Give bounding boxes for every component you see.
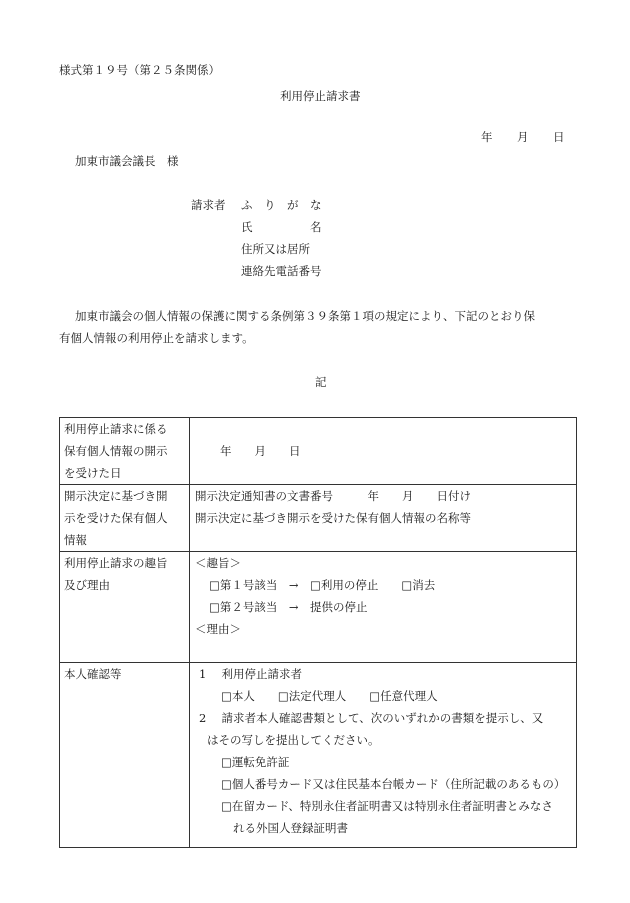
requester-address: 住所又は居所 bbox=[241, 242, 310, 256]
body-text-line1: 加東市議会の個人情報の保護に関する条例第３９条第１項の規定により、下記のとおり保 bbox=[75, 309, 535, 323]
requester-phone: 連絡先電話番号 bbox=[241, 264, 322, 278]
document-title: 利用停止請求書 bbox=[280, 89, 361, 103]
identity-item1-options: □本人 □法定代理人 □任意代理人 bbox=[221, 689, 438, 703]
table-row bbox=[60, 663, 577, 848]
body-text-line2: 有個人情報の利用停止を請求します。 bbox=[59, 331, 254, 345]
identity-doc-mynumber: □個人番号カード又は住民基本台帳カード（住所記載のあるもの） bbox=[221, 777, 566, 791]
row-value-purpose-reason bbox=[190, 552, 577, 663]
gist-option-1: □第１号該当 → □利用の停止 □消去 bbox=[209, 578, 436, 592]
identity-doc-license: □運転免許証 bbox=[221, 755, 290, 769]
date-line: 年 月 日 bbox=[481, 130, 565, 144]
identity-item1: 1 利用停止請求者 bbox=[199, 667, 302, 681]
identity-doc-residence-line1: □在留カード、特別永住者証明書又は特別永住者証明書とみなさ bbox=[221, 799, 553, 813]
request-table bbox=[59, 417, 577, 848]
identity-item2-line1: 2 請求者本人確認書類として、次のいずれかの書類を提示し、又 bbox=[199, 711, 544, 725]
identity-doc-residence-line2: れる外国人登録証明書 bbox=[233, 821, 348, 835]
disclosed-info-name: 開示決定に基づき開示を受けた保有個人情報の名称等 bbox=[195, 511, 471, 525]
row-value-identity bbox=[190, 663, 577, 848]
identity-item2-line2: はその写しを提出してください。 bbox=[207, 733, 380, 747]
row-label-disclosed-info: 開示決定に基づき開 示を受けた保有個人 情報 bbox=[60, 485, 190, 552]
row-label-disclosure-date: 利用停止請求に係る 保有個人情報の開示 を受けた日 bbox=[60, 418, 190, 485]
disclosure-date: 年 月 日 bbox=[220, 444, 301, 458]
gist-heading: ＜趣旨＞ bbox=[195, 556, 241, 570]
table-row bbox=[60, 485, 577, 552]
row-value-disclosure-date bbox=[190, 418, 577, 485]
row-label-identity: 本人確認等 bbox=[60, 663, 190, 848]
reason-heading: ＜理由＞ bbox=[195, 622, 241, 636]
table-row bbox=[60, 552, 577, 663]
requester-furigana: ふ り が な bbox=[241, 198, 322, 212]
requester-label: 請求者 bbox=[191, 198, 226, 212]
addressee: 加東市議会議長 様 bbox=[75, 154, 179, 168]
table-row bbox=[60, 418, 577, 485]
gist-option-2: □第２号該当 → 提供の停止 bbox=[209, 600, 368, 614]
ki-heading: 記 bbox=[315, 375, 327, 389]
form-number: 様式第１９号（第２５条関係） bbox=[59, 63, 220, 77]
notice-doc-number: 開示決定通知書の文書番号 年 月 日付け bbox=[195, 489, 471, 503]
requester-name: 氏 名 bbox=[241, 220, 322, 234]
row-label-purpose-reason: 利用停止請求の趣旨 及び理由 bbox=[60, 552, 190, 663]
row-value-disclosed-info bbox=[190, 485, 577, 552]
